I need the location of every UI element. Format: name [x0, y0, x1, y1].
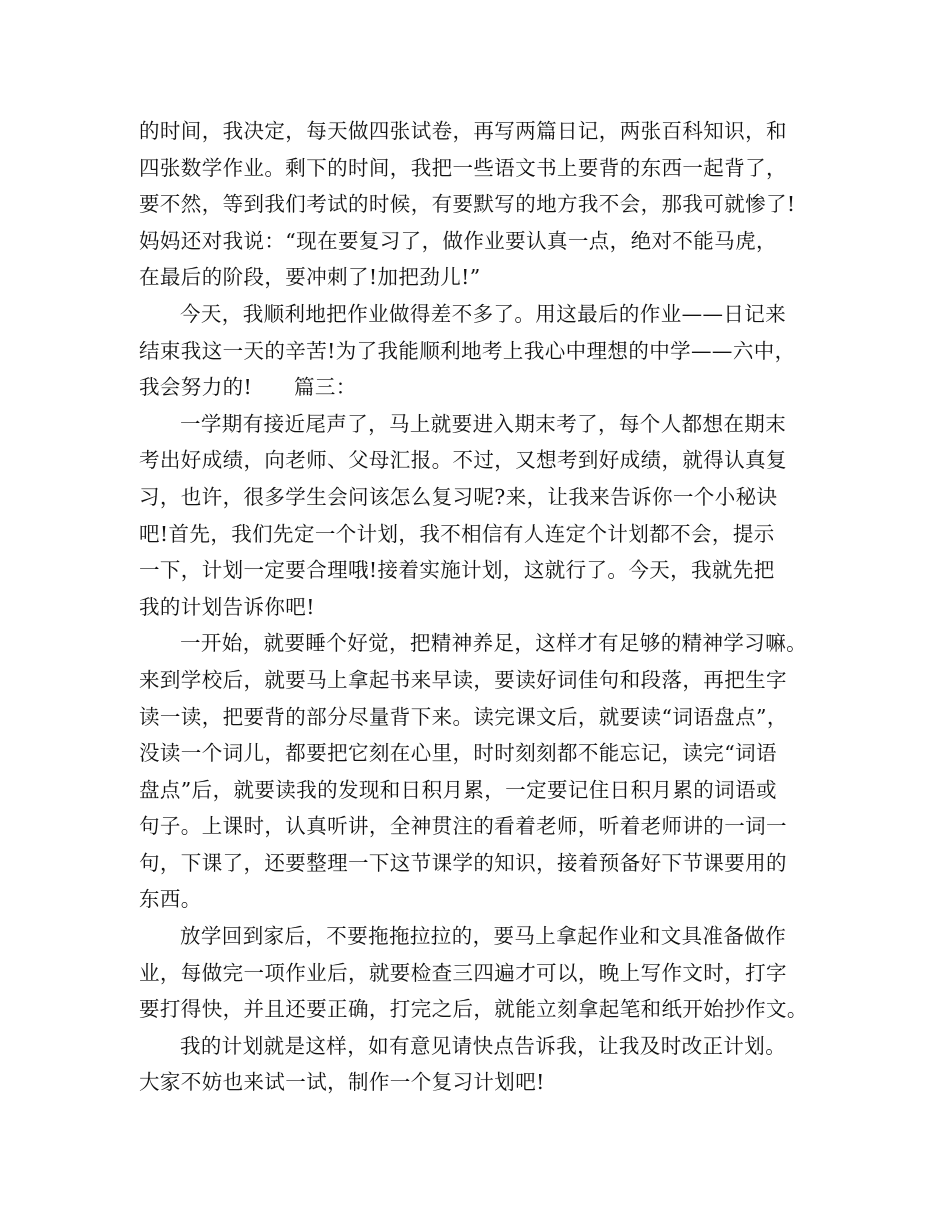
text-line: 没读一个词儿，都要把它刻在心里，时时刻刻都不能忘记，读完“词语	[139, 741, 777, 766]
text-line: 句子。上课时，认真听讲，全神贯注的看着老师，听着老师讲的一词一	[139, 814, 787, 839]
text-line: 的时间，我决定，每天做四张试卷，再写两篇日记，两张百科知识，和	[139, 119, 787, 143]
text-line: 考出好成绩，向老师、父母汇报。不过，又想考到好成绩，就得认真复	[139, 448, 787, 473]
paragraph-first-line: 我的计划就是这样，如有意见请快点告诉我，让我及时改正计划。	[180, 1033, 787, 1058]
text-line: 习，也许，很多学生会问该怎么复习呢?来，让我来告诉你一个小秘诀	[139, 484, 778, 509]
paragraph-first-line: 放学回到家后，不要拖拖拉拉的，要马上拿起作业和文具准备做作	[180, 924, 787, 949]
text-line: 盘点”后，就要读我的发现和日积月累，一定要记住日积月累的词语或	[139, 777, 777, 802]
body-text	[139, 113, 829, 1101]
text-line: 东西。	[139, 887, 202, 912]
text-line: 要不然，等到我们考试的时候，有要默写的地方我不会，那我可就惨了!	[139, 192, 796, 217]
text-line: 句，下课了，还要整理一下这节课学的知识，接着预备好下节课要用的	[139, 850, 787, 875]
text-line: 吧!首先，我们先定一个计划，我不相信有人连定个计划都不会，提示	[139, 521, 775, 546]
text-line: 大家不妨也来试一试，制作一个复习计划吧!	[139, 1070, 545, 1095]
paragraph-first-line: 一学期有接近尾声了，马上就要进入期末考了，每个人都想在期末	[180, 411, 787, 436]
text-line: 结束我这一天的辛苦!为了我能顺利地考上我心中理想的中学——六中，	[139, 338, 796, 363]
text-line: 我会努力的! 篇三：	[139, 375, 357, 400]
text-line: 业，每做完一项作业后，就要检查三四遍才可以，晚上写作文时，打字	[139, 960, 787, 985]
text-line: 我的计划告诉你吧!	[139, 594, 315, 619]
text-line: 一下，计划一定要合理哦!接着实施计划，这就行了。今天，我就先把	[139, 558, 775, 583]
paragraph-first-line: 今天，我顺利地把作业做得差不多了。用这最后的作业——日记来	[180, 301, 787, 326]
text-line: 四张数学作业。剩下的时间，我把一些语文书上要背的东西一起背了，	[139, 155, 787, 180]
paragraph-first-line: 一开始，就要睡个好觉，把精神养足，这样才有足够的精神学习嘛。	[180, 631, 807, 656]
text-line: 妈妈还对我说：“现在要复习了，做作业要认真一点，绝对不能马虎，	[139, 228, 777, 253]
text-line: 读一读，把要背的部分尽量背下来。读完课文后，就要读“词语盘点”，	[139, 704, 788, 729]
text-line: 要打得快，并且还要正确，打完之后，就能立刻拿起笔和纸开始抄作文。	[139, 997, 808, 1022]
text-line: 在最后的阶段，要冲刺了!加把劲儿!”	[139, 265, 481, 290]
text-line: 来到学校后，就要马上拿起书来早读，要读好词佳句和段落，再把生字	[139, 667, 787, 692]
